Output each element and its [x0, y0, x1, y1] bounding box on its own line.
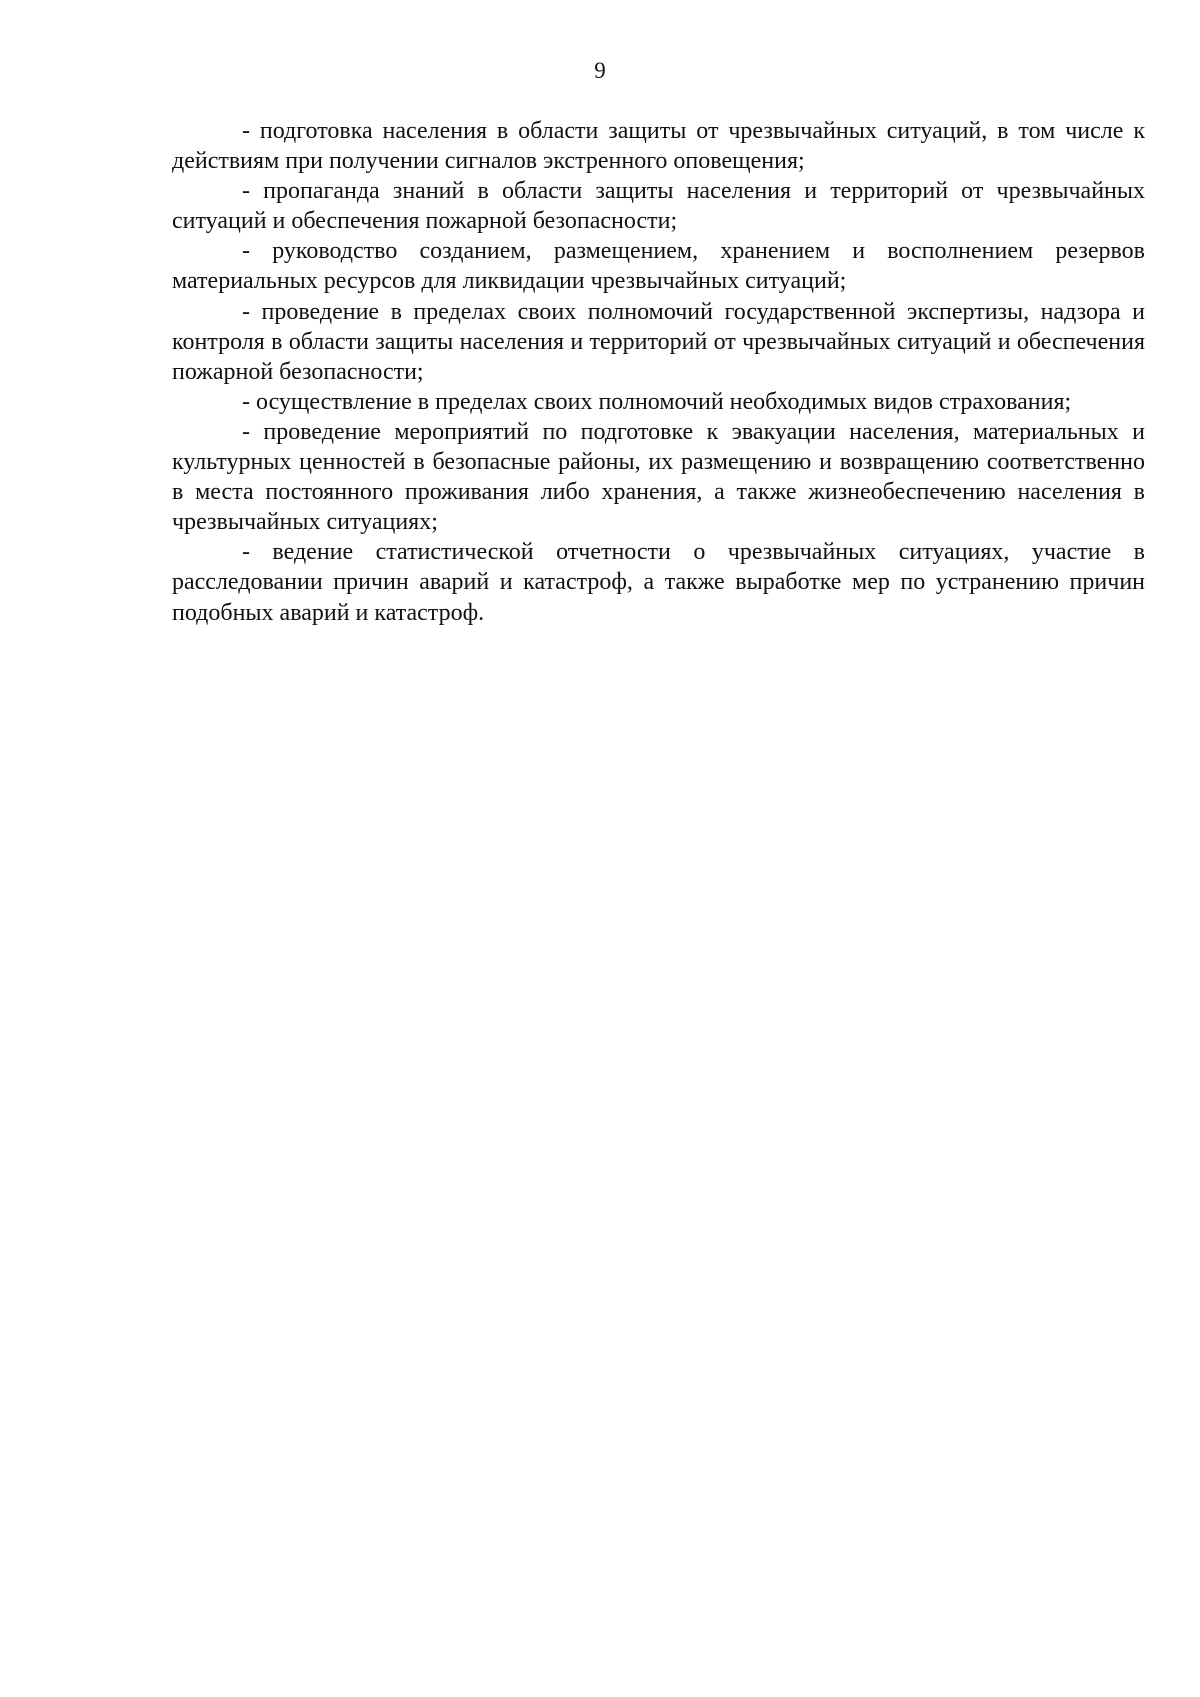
- paragraph-population-training: - подготовка населения в области защиты от чрезвычайных ситуаций, в том числе к действиям при получении сигналов экстренного оповещения;: [172, 118, 1145, 175]
- paragraph-knowledge-propaganda: - пропаганда знаний в области защиты населения и территорий от чрезвычайных ситуаций и обеспечения пожарной безопасности;: [172, 178, 1145, 235]
- paragraph-insurance: - осуществление в пределах своих полномочий необходимых видов страхования;: [242, 388, 1072, 415]
- paragraph-statistics: - ведение статистической отчетности о чрезвычайных ситуациях, участие в расследовании причин аварий и катастроф, а также выработке мер по устранению причин подобных аварий и катастроф.: [172, 539, 1145, 626]
- paragraph-reserves-management: - руководство созданием, размещением, хранением и восполнением резервов материальных ресурсов для ликвидации чрезвычайных ситуаций;: [172, 238, 1145, 295]
- paragraph-evacuation: - проведение мероприятий по подготовке к эвакуации населения, материальных и культурных ценностей в безопасные районы, их размещению и возвращению соответственно в места постоянного проживания либо хранения, а также жизнеобеспечению населения в чрезвычайных ситуациях;: [172, 418, 1145, 536]
- paragraph-state-expertise: - проведение в пределах своих полномочий государственной экспертизы, надзора и контроля в области защиты населения и территорий от чрезвычайных ситуаций и обеспечения пожарной безопасности;: [172, 298, 1145, 385]
- body-text: [172, 116, 1145, 628]
- page-number: 9: [594, 58, 606, 83]
